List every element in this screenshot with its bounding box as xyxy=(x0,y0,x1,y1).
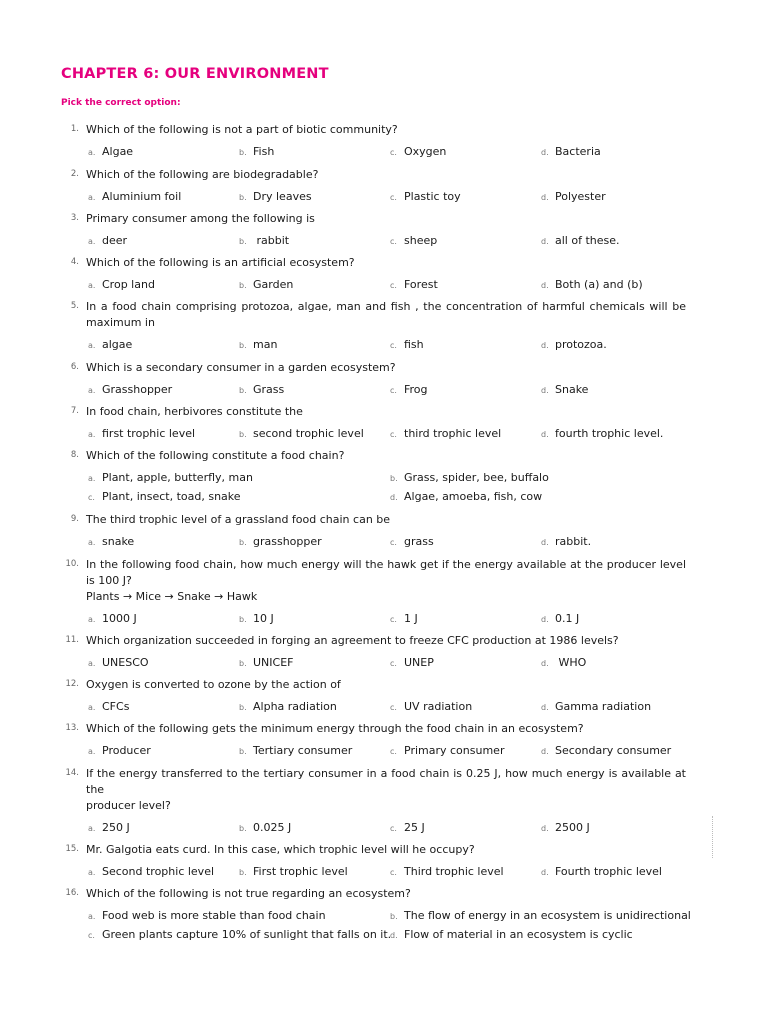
question-item xyxy=(0,886,768,941)
option-letter: a. xyxy=(88,430,96,439)
option-letter: c. xyxy=(390,386,397,395)
option-text: algae xyxy=(102,338,133,351)
question-text xyxy=(86,886,686,902)
options-row xyxy=(0,378,768,396)
option-a[interactable] xyxy=(88,378,172,396)
option-d[interactable] xyxy=(541,422,663,440)
option-text: Aluminium foil xyxy=(102,190,182,203)
question-text xyxy=(86,211,686,227)
option-text: grass xyxy=(404,535,434,548)
option-c[interactable] xyxy=(390,229,437,247)
question-row xyxy=(0,122,686,138)
question-number: 1. xyxy=(70,124,79,134)
question-text-line: Which organization succeeded in forging an agreement to freeze CFC production at 1986 levels? xyxy=(86,634,619,647)
question-text xyxy=(86,557,686,605)
option-text: Producer xyxy=(102,744,151,757)
option-letter: b. xyxy=(239,747,247,756)
option-text: 250 J xyxy=(102,821,130,834)
option-letter: d. xyxy=(541,430,549,439)
options-row xyxy=(0,185,768,203)
question-text xyxy=(86,255,686,271)
option-text: Third trophic level xyxy=(404,865,504,878)
option-c[interactable] xyxy=(390,816,425,834)
option-b[interactable] xyxy=(239,140,274,158)
margin-dotted-mark xyxy=(712,816,714,858)
option-text: Fish xyxy=(253,145,275,158)
option-b[interactable] xyxy=(239,422,364,440)
option-text: Flow of material in an ecosystem is cyclic xyxy=(404,928,633,941)
option-text: Oxygen xyxy=(404,145,447,158)
question-row xyxy=(0,255,686,271)
question-row xyxy=(0,886,686,902)
question-item xyxy=(0,255,768,291)
question-row xyxy=(0,557,686,605)
option-letter: d. xyxy=(541,538,549,547)
question-text-line: If the energy transferred to the tertiary consumer in a food chain is 0.25 J, how much energy is available at the xyxy=(86,767,686,796)
option-d[interactable] xyxy=(390,923,633,941)
option-a[interactable] xyxy=(88,333,132,351)
option-letter: d. xyxy=(541,747,549,756)
question-text-line: The third trophic level of a grassland food chain can be xyxy=(86,513,391,526)
question-number: 11. xyxy=(65,635,79,645)
option-text: man xyxy=(253,338,278,351)
question-text-line: maximum in xyxy=(86,316,155,329)
option-text: CFCs xyxy=(102,700,130,713)
option-text: Dry leaves xyxy=(253,190,312,203)
option-letter: c. xyxy=(390,703,397,712)
option-d[interactable] xyxy=(541,273,643,291)
options-row xyxy=(0,816,768,834)
option-d[interactable] xyxy=(390,485,542,503)
option-text: snake xyxy=(102,535,135,548)
option-text: UNEP xyxy=(404,656,434,669)
question-text xyxy=(86,122,686,138)
option-d[interactable] xyxy=(541,607,579,625)
option-letter: b. xyxy=(239,538,247,547)
option-letter: a. xyxy=(88,148,96,157)
option-letter: b. xyxy=(239,386,247,395)
option-text: grasshopper xyxy=(253,535,322,548)
option-letter: d. xyxy=(541,341,549,350)
question-text xyxy=(86,512,686,528)
option-text: Garden xyxy=(253,278,294,291)
option-letter: b. xyxy=(239,868,247,877)
question-item xyxy=(0,448,768,503)
question-row xyxy=(0,842,686,858)
question-text-line: producer level? xyxy=(86,799,171,812)
options-row xyxy=(0,140,768,158)
option-b[interactable] xyxy=(239,695,337,713)
option-text: rabbit. xyxy=(555,535,592,548)
option-c[interactable] xyxy=(390,378,428,396)
question-row xyxy=(0,448,686,464)
question-text-line: is 100 J? xyxy=(86,574,132,587)
option-letter: c. xyxy=(390,281,397,290)
option-c[interactable] xyxy=(390,860,504,878)
option-text: Algae xyxy=(102,145,134,158)
option-letter: b. xyxy=(239,148,247,157)
option-b[interactable] xyxy=(239,229,289,247)
option-text: Secondary consumer xyxy=(555,744,672,757)
question-row xyxy=(0,677,686,693)
option-letter: b. xyxy=(239,341,247,350)
question-row xyxy=(0,404,686,420)
options-row xyxy=(0,229,768,247)
option-letter: c. xyxy=(390,148,397,157)
option-letter: c. xyxy=(88,931,95,940)
option-a[interactable] xyxy=(88,816,130,834)
option-letter: a. xyxy=(88,237,96,246)
option-d[interactable] xyxy=(541,695,651,713)
option-text: Alpha radiation xyxy=(253,700,337,713)
question-number: 4. xyxy=(70,257,79,267)
chapter-title: CHAPTER 6: OUR ENVIRONMENT xyxy=(61,66,329,82)
option-b[interactable] xyxy=(239,378,284,396)
question-row xyxy=(0,360,686,376)
option-text: third trophic level xyxy=(404,427,502,440)
question-number: 2. xyxy=(70,169,79,179)
option-text: Tertiary consumer xyxy=(253,744,353,757)
question-item xyxy=(0,167,768,203)
question-item xyxy=(0,360,768,396)
question-number: 3. xyxy=(70,213,79,223)
option-text: Primary consumer xyxy=(404,744,505,757)
option-text: UV radiation xyxy=(404,700,473,713)
question-text-line: Which of the following is not true regarding an ecosystem? xyxy=(86,887,411,900)
option-d[interactable] xyxy=(541,378,588,396)
option-letter: a. xyxy=(88,868,96,877)
option-text: First trophic level xyxy=(253,865,348,878)
question-text-line: Which of the following constitute a food chain? xyxy=(86,449,345,462)
option-letter: a. xyxy=(88,386,96,395)
option-text: 1000 J xyxy=(102,612,137,625)
option-d[interactable] xyxy=(541,860,662,878)
option-letter: d. xyxy=(541,386,549,395)
option-text: Grass, spider, bee, buffalo xyxy=(404,471,549,484)
option-text: Frog xyxy=(404,383,428,396)
option-b[interactable] xyxy=(239,530,322,548)
question-text xyxy=(86,842,686,858)
options-row xyxy=(0,466,768,484)
option-letter: a. xyxy=(88,474,96,483)
option-letter: b. xyxy=(239,237,247,246)
question-text-line: Oxygen is converted to ozone by the action of xyxy=(86,678,341,691)
question-number: 9. xyxy=(70,514,79,524)
options-row xyxy=(0,904,768,922)
option-letter: c. xyxy=(390,193,397,202)
option-text: first trophic level xyxy=(102,427,196,440)
option-d[interactable] xyxy=(541,140,601,158)
question-row xyxy=(0,766,686,814)
option-a[interactable] xyxy=(88,530,134,548)
option-text: Crop land xyxy=(102,278,155,291)
option-text: Both (a) and (b) xyxy=(555,278,643,291)
question-text xyxy=(86,404,686,420)
option-letter: d. xyxy=(541,148,549,157)
question-text xyxy=(86,448,686,464)
option-text: Food web is more stable than food chain xyxy=(102,909,326,922)
question-item xyxy=(0,211,768,247)
option-letter: d. xyxy=(541,281,549,290)
options-row xyxy=(0,860,768,878)
question-text-line: In food chain, herbivores constitute the xyxy=(86,405,303,418)
option-letter: a. xyxy=(88,281,96,290)
option-letter: a. xyxy=(88,659,96,668)
question-text-line: Which of the following is not a part of biotic community? xyxy=(86,123,398,136)
options-row xyxy=(0,530,768,548)
option-text: Fourth trophic level xyxy=(555,865,662,878)
option-a[interactable] xyxy=(88,607,137,625)
question-text-line: In a food chain comprising protozoa, algae, man and fish , the concentration of harmful chemicals will be xyxy=(86,300,686,313)
option-a[interactable] xyxy=(88,229,127,247)
option-text: The flow of energy in an ecosystem is unidirectional xyxy=(404,909,691,922)
options-row xyxy=(0,923,768,941)
question-text-line: In the following food chain, how much energy will the hawk get if the energy available at the producer level xyxy=(86,558,686,571)
option-c[interactable] xyxy=(390,530,434,548)
option-text: WHO xyxy=(555,656,587,669)
option-letter: c. xyxy=(88,493,95,502)
question-text xyxy=(86,721,686,737)
option-letter: c. xyxy=(390,430,397,439)
option-letter: d. xyxy=(541,868,549,877)
question-item xyxy=(0,299,768,351)
option-b[interactable] xyxy=(390,904,691,922)
option-a[interactable] xyxy=(88,422,195,440)
option-letter: b. xyxy=(239,193,247,202)
option-d[interactable] xyxy=(541,333,607,351)
option-text: Grass xyxy=(253,383,285,396)
option-text: 1 J xyxy=(404,612,418,625)
question-text-line: Plants → Mice → Snake → Hawk xyxy=(86,590,258,603)
options-row xyxy=(0,333,768,351)
option-c[interactable] xyxy=(390,185,461,203)
option-text: 0.1 J xyxy=(555,612,580,625)
question-item xyxy=(0,557,768,625)
option-text: Green plants capture 10% of sunlight that falls on it. xyxy=(102,928,392,941)
question-number: 7. xyxy=(70,406,79,416)
question-row xyxy=(0,721,686,737)
option-text: 10 J xyxy=(253,612,274,625)
question-row xyxy=(0,633,686,649)
option-letter: a. xyxy=(88,747,96,756)
question-text-line: Mr. Galgotia eats curd. In this case, which trophic level will he occupy? xyxy=(86,843,475,856)
option-a[interactable] xyxy=(88,695,129,713)
option-letter: a. xyxy=(88,912,96,921)
question-number: 8. xyxy=(70,450,79,460)
options-row xyxy=(0,651,768,669)
option-letter: b. xyxy=(390,474,398,483)
option-text: second trophic level xyxy=(253,427,364,440)
option-letter: c. xyxy=(390,747,397,756)
question-number: 12. xyxy=(65,679,79,689)
option-d[interactable] xyxy=(541,530,591,548)
option-text: 2500 J xyxy=(555,821,590,834)
options-row xyxy=(0,485,768,503)
option-text: Second trophic level xyxy=(102,865,215,878)
option-letter: b. xyxy=(239,824,247,833)
option-letter: d. xyxy=(390,493,398,502)
option-letter: d. xyxy=(541,193,549,202)
question-row xyxy=(0,167,686,183)
option-b[interactable] xyxy=(239,739,352,757)
option-b[interactable] xyxy=(239,860,348,878)
question-number: 10. xyxy=(65,559,79,569)
option-a[interactable] xyxy=(88,860,214,878)
question-item xyxy=(0,633,768,669)
question-text xyxy=(86,360,686,376)
option-a[interactable] xyxy=(88,185,181,203)
option-letter: b. xyxy=(239,703,247,712)
option-text: Plant, insect, toad, snake xyxy=(102,490,241,503)
option-letter: b. xyxy=(239,281,247,290)
options-row xyxy=(0,422,768,440)
option-letter: c. xyxy=(390,868,397,877)
option-c[interactable] xyxy=(390,333,424,351)
option-a[interactable] xyxy=(88,466,253,484)
option-letter: a. xyxy=(88,193,96,202)
option-c[interactable] xyxy=(88,923,391,941)
question-number: 16. xyxy=(65,888,79,898)
option-text: rabbit xyxy=(253,234,290,247)
question-text-line: Which is a secondary consumer in a garden ecosystem? xyxy=(86,361,396,374)
option-d[interactable] xyxy=(541,651,586,669)
option-text: 25 J xyxy=(404,821,425,834)
option-letter: c. xyxy=(390,538,397,547)
question-item xyxy=(0,721,768,757)
option-c[interactable] xyxy=(390,651,434,669)
option-letter: a. xyxy=(88,824,96,833)
option-text: Plant, apple, butterfly, man xyxy=(102,471,253,484)
question-item xyxy=(0,766,768,834)
question-item xyxy=(0,122,768,158)
option-letter: d. xyxy=(541,703,549,712)
question-number: 15. xyxy=(65,844,79,854)
option-text: Plastic toy xyxy=(404,190,461,203)
option-text: deer xyxy=(102,234,128,247)
option-letter: d. xyxy=(541,824,549,833)
option-letter: b. xyxy=(390,912,398,921)
option-letter: b. xyxy=(239,659,247,668)
question-text-line: Which of the following is an artificial ecosystem? xyxy=(86,256,355,269)
option-a[interactable] xyxy=(88,904,326,922)
option-text: Snake xyxy=(555,383,589,396)
option-b[interactable] xyxy=(390,466,549,484)
option-a[interactable] xyxy=(88,739,151,757)
option-letter: d. xyxy=(541,659,549,668)
option-c[interactable] xyxy=(390,422,501,440)
question-number: 13. xyxy=(65,723,79,733)
option-text: UNESCO xyxy=(102,656,149,669)
option-text: 0.025 J xyxy=(253,821,292,834)
option-text: Gamma radiation xyxy=(555,700,652,713)
question-item xyxy=(0,512,768,548)
question-row xyxy=(0,299,686,331)
question-item xyxy=(0,404,768,440)
option-c[interactable] xyxy=(390,607,418,625)
question-text-line: Which of the following gets the minimum energy through the food chain in an ecosystem? xyxy=(86,722,584,735)
option-letter: a. xyxy=(88,703,96,712)
option-text: Forest xyxy=(404,278,438,291)
option-text: UNICEF xyxy=(253,656,294,669)
question-number: 14. xyxy=(65,768,79,778)
question-text-line: Primary consumer among the following is xyxy=(86,212,315,225)
option-d[interactable] xyxy=(541,739,671,757)
question-number: 5. xyxy=(70,301,79,311)
instruction-text: Pick the correct option: xyxy=(61,98,181,108)
question-item xyxy=(0,842,768,878)
option-text: fourth trophic level. xyxy=(555,427,664,440)
option-letter: b. xyxy=(239,430,247,439)
option-c[interactable] xyxy=(390,273,438,291)
option-letter: d. xyxy=(541,615,549,624)
options-row xyxy=(0,695,768,713)
option-letter: c. xyxy=(390,341,397,350)
option-b[interactable] xyxy=(239,607,274,625)
question-text xyxy=(86,299,686,331)
question-row xyxy=(0,512,686,528)
option-letter: c. xyxy=(390,824,397,833)
question-text-line: Which of the following are biodegradable? xyxy=(86,168,319,181)
question-number: 6. xyxy=(70,362,79,372)
option-b[interactable] xyxy=(239,816,291,834)
options-row xyxy=(0,739,768,757)
option-text: fish xyxy=(404,338,424,351)
option-c[interactable] xyxy=(390,140,446,158)
option-d[interactable] xyxy=(541,816,590,834)
option-b[interactable] xyxy=(239,651,293,669)
option-a[interactable] xyxy=(88,140,133,158)
option-d[interactable] xyxy=(541,185,606,203)
option-c[interactable] xyxy=(390,739,504,757)
option-c[interactable] xyxy=(88,485,241,503)
option-a[interactable] xyxy=(88,273,155,291)
option-text: sheep xyxy=(404,234,438,247)
option-text: Polyester xyxy=(555,190,606,203)
option-c[interactable] xyxy=(390,695,472,713)
question-row xyxy=(0,211,686,227)
option-a[interactable] xyxy=(88,651,149,669)
question-text xyxy=(86,677,686,693)
option-text: Bacteria xyxy=(555,145,601,158)
question-item xyxy=(0,677,768,713)
option-b[interactable] xyxy=(239,333,277,351)
option-d[interactable] xyxy=(541,229,620,247)
option-b[interactable] xyxy=(239,185,312,203)
option-text: protozoa. xyxy=(555,338,607,351)
option-text: Grasshopper xyxy=(102,383,173,396)
question-list xyxy=(0,116,768,941)
option-letter: a. xyxy=(88,341,96,350)
option-text: all of these. xyxy=(555,234,620,247)
option-b[interactable] xyxy=(239,273,293,291)
question-text xyxy=(86,633,686,649)
option-letter: a. xyxy=(88,538,96,547)
options-row xyxy=(0,273,768,291)
option-letter: c. xyxy=(390,237,397,246)
options-row xyxy=(0,607,768,625)
option-letter: d. xyxy=(541,237,549,246)
question-text xyxy=(86,167,686,183)
option-letter: a. xyxy=(88,615,96,624)
question-text xyxy=(86,766,686,814)
option-text: Algae, amoeba, fish, cow xyxy=(404,490,543,503)
option-letter: c. xyxy=(390,659,397,668)
option-letter: b. xyxy=(239,615,247,624)
option-letter: c. xyxy=(390,615,397,624)
option-letter: d. xyxy=(390,931,398,940)
